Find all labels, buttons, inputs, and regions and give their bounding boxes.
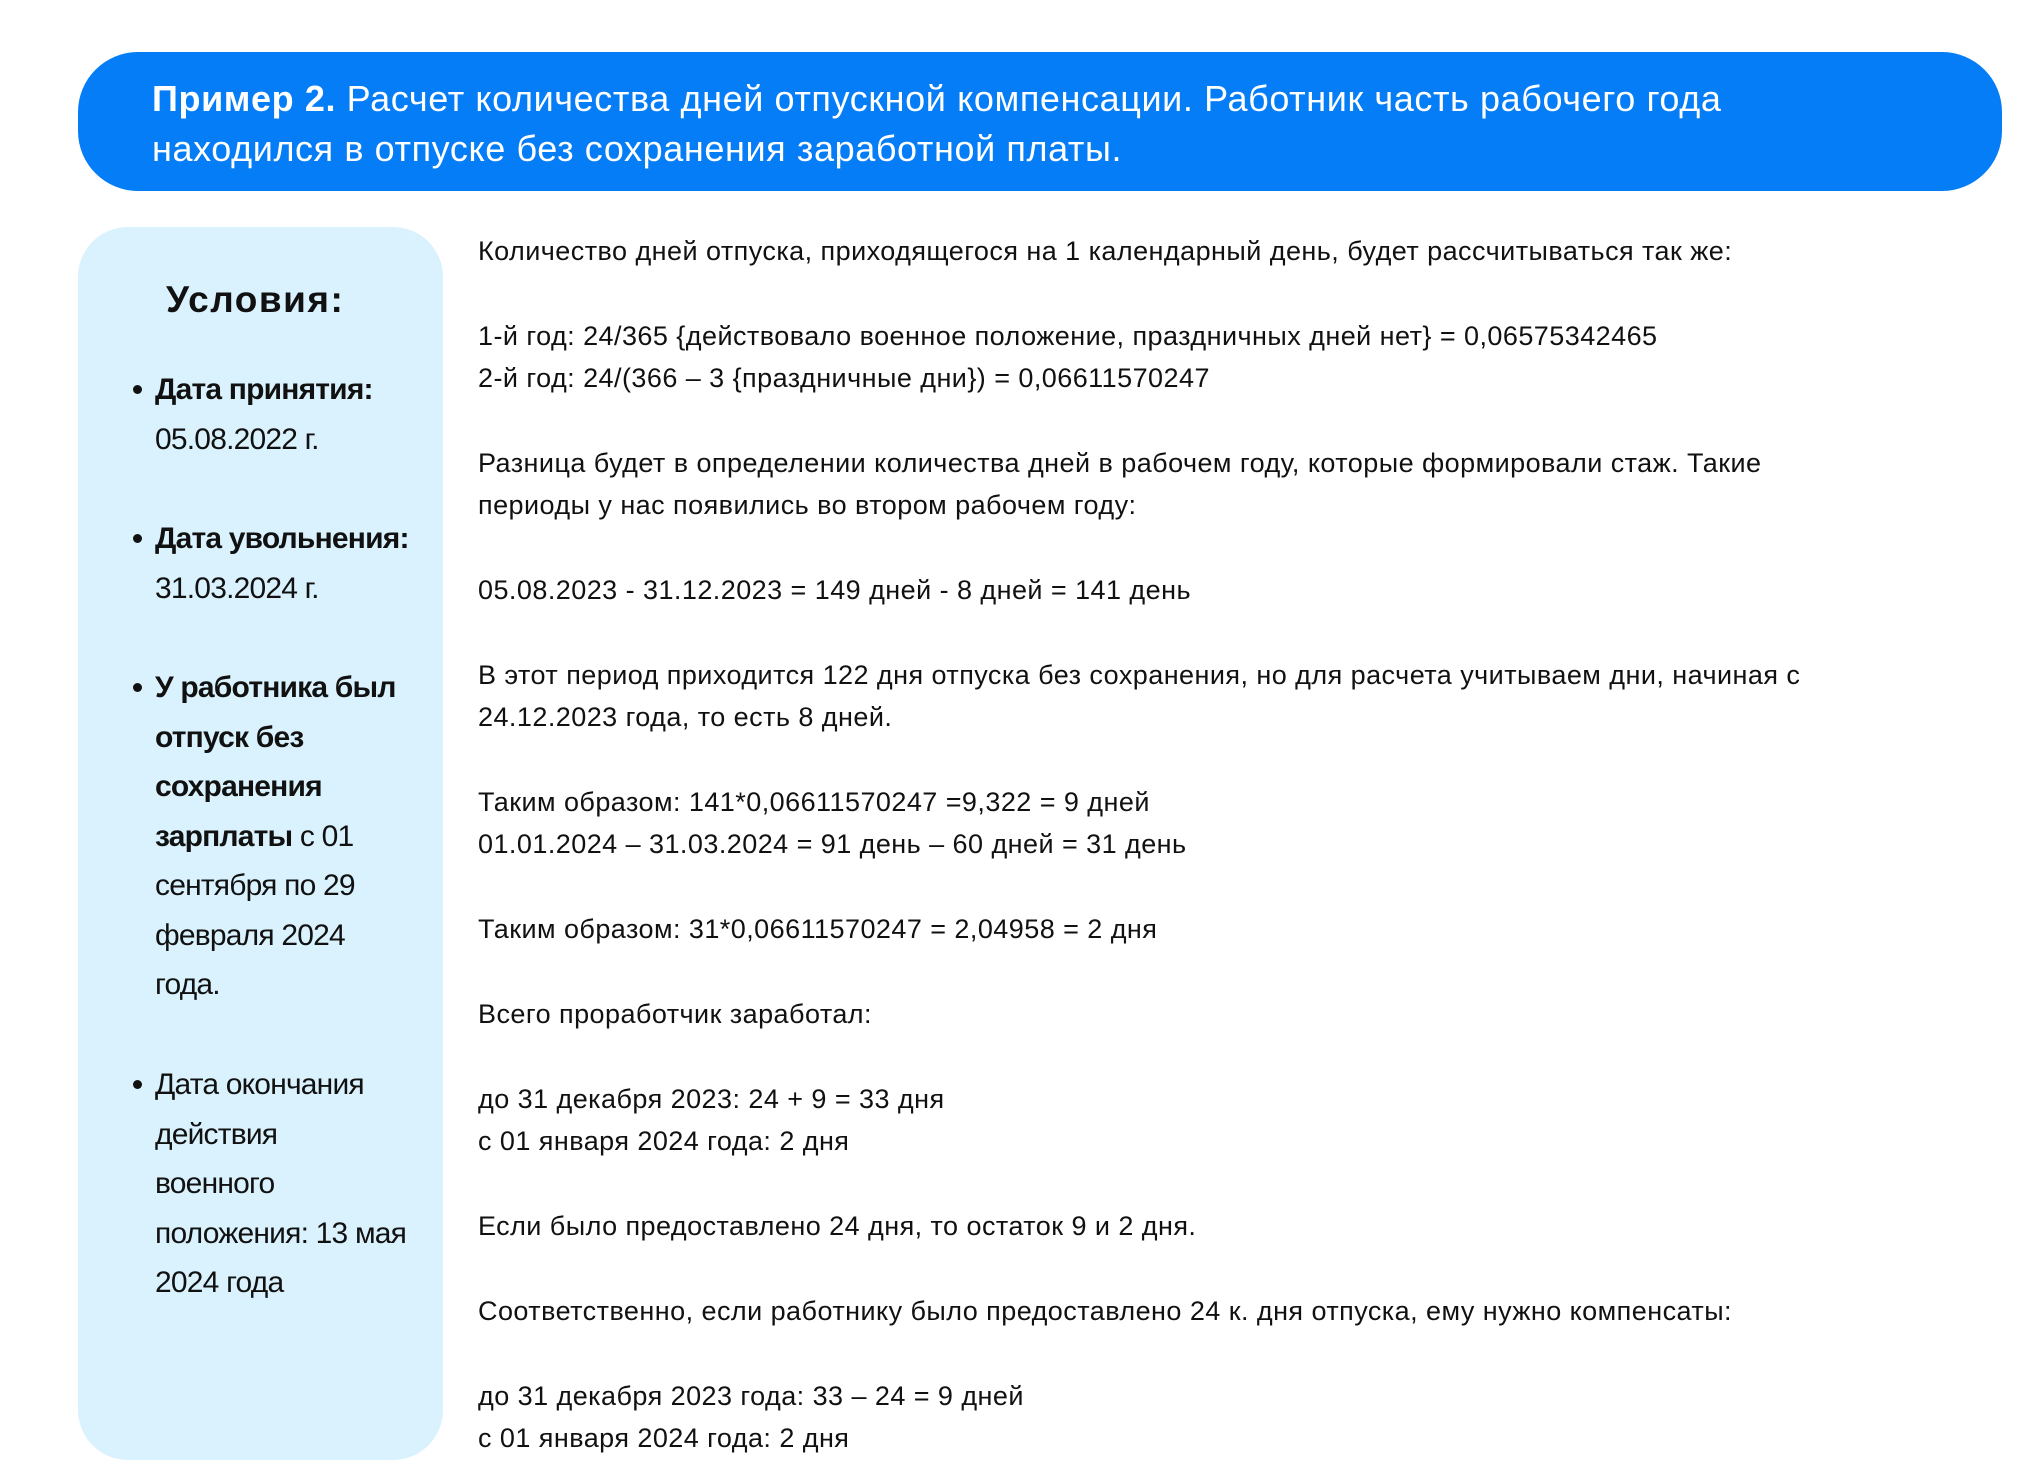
text-line-year1: 1-й год: 24/365 {действовало военное положение, праздничных дней нет} = 0,06575342465 xyxy=(478,321,1658,351)
condition-unpaid-leave xyxy=(155,663,435,1010)
conditions-card xyxy=(78,227,443,1460)
condition-dismissal-date xyxy=(155,514,435,613)
unpaid-leave-value-line-3: года. xyxy=(155,968,220,1001)
martial-law-line-1: Дата окончания xyxy=(155,1068,364,1101)
dismissal-date-label: Дата увольнения: xyxy=(155,522,409,555)
text-line-remainder: Если было предоставлено 24 дня, то остаток 9 и 2 дня. xyxy=(478,1211,1197,1241)
unpaid-leave-label-line-1: У работника был xyxy=(155,671,396,704)
text-line-year2: 2-й год: 24/(366 – 3 {праздничные дни}) = 0,06611570247 xyxy=(478,363,1210,393)
martial-law-line-5: 2024 года xyxy=(155,1266,284,1299)
text-line-compensation: Соответственно, если работнику было предоставлено 24 к. дня отпуска, ему нужно компенсаты: xyxy=(478,1296,1733,1326)
unpaid-leave-value-start: с 01 xyxy=(292,819,354,853)
unpaid-leave-value-line-1: сентября по 29 xyxy=(155,869,355,902)
hire-date-label: Дата принятия: xyxy=(155,373,373,406)
header-line-2: находился в отпуске без сохранения заработной платы. xyxy=(152,128,1123,169)
text-line-unpaid-2: 24.12.2023 года, то есть 8 дней. xyxy=(478,702,893,732)
text-line-unpaid-1: В этот период приходится 122 дня отпуска без сохранения, но для расчета учитываем дни, начиная с xyxy=(478,660,1801,690)
text-line-intro: Количество дней отпуска, приходящегося на 1 календарный день, будет рассчитываться так же: xyxy=(478,236,1733,266)
condition-hire-date xyxy=(155,365,435,464)
unpaid-leave-label-line-2: отпуск без xyxy=(155,720,304,754)
header-line-1 xyxy=(152,74,1942,124)
martial-law-line-2: действия xyxy=(155,1117,278,1151)
text-line-total-2024: с 01 января 2024 года: 2 дня xyxy=(478,1126,850,1156)
martial-law-line-4: положения: 13 мая xyxy=(155,1216,407,1250)
text-line-difference-1: Разница будет в определении количества дней в рабочем году, которые формировали стаж. Такие xyxy=(478,448,1762,478)
hire-date-value: 05.08.2022 г. xyxy=(155,422,319,456)
martial-law-line-3: военного xyxy=(155,1167,275,1200)
example-label: Пример 2. xyxy=(152,78,337,119)
conditions-title: Условия: xyxy=(166,279,345,320)
condition-martial-law-end xyxy=(155,1060,435,1308)
unpaid-leave-label-line-3: сохранения xyxy=(155,770,322,803)
text-line-result-2023: Таким образом: 141*0,06611570247 =9,322 = 9 дней xyxy=(478,787,1150,817)
unpaid-leave-label-line-4: зарплаты xyxy=(155,819,293,853)
unpaid-leave-value-line-2: февраля 2024 xyxy=(155,918,345,952)
dismissal-date-value: 31.03.2024 г. xyxy=(155,571,319,605)
text-line-comp-2024: с 01 января 2024 года: 2 дня xyxy=(478,1423,850,1453)
text-line-period-2024: 01.01.2024 – 31.03.2024 = 91 день – 60 дней = 31 день xyxy=(478,829,1187,859)
text-line-comp-2023: до 31 декабря 2023 года: 33 – 24 = 9 дней xyxy=(478,1381,1024,1411)
text-line-difference-2: периоды у нас появились во втором рабочем году: xyxy=(478,490,1137,520)
text-line-total-2023: до 31 декабря 2023: 24 + 9 = 33 дня xyxy=(478,1084,945,1114)
header-banner xyxy=(78,52,2002,191)
header-title-part-1: Расчет количества дней отпускной компенсации. Работник часть рабочего года xyxy=(336,78,1722,119)
text-line-total-heading: Всего проработчик заработал: xyxy=(478,999,872,1029)
text-line-result-2024: Таким образом: 31*0,06611570247 = 2,04958 = 2 дня xyxy=(478,914,1158,944)
text-line-period-2023: 05.08.2023 - 31.12.2023 = 149 дней - 8 дней = 141 день xyxy=(478,575,1191,605)
